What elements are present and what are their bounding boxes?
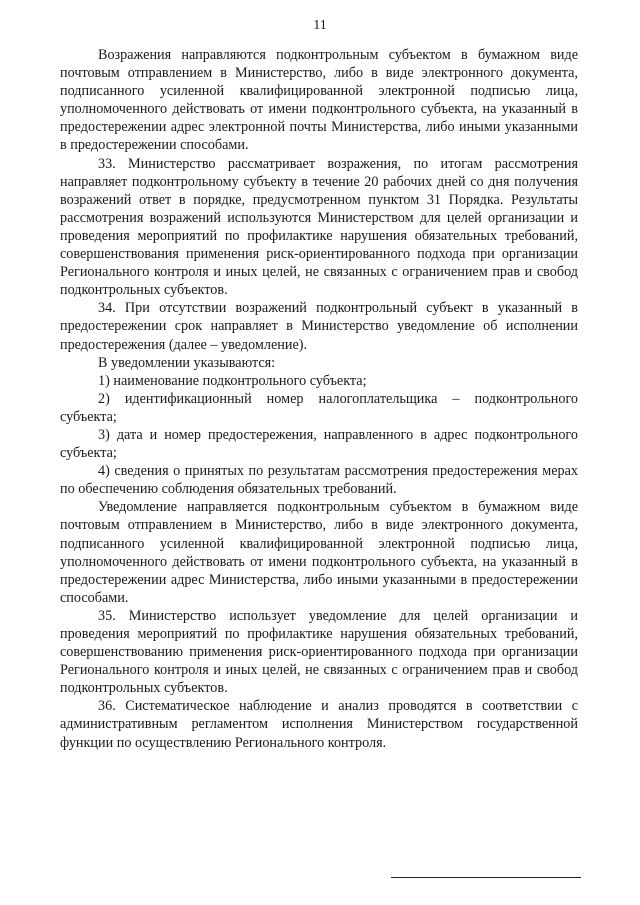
paragraph-36: 36. Систематическое наблюдение и анализ проводятся в соответствии с административным регламентом исполнения Министерством государственной функции по осуществлению Регионального контроля. [60,698,578,751]
list-item-3: 3) дата и номер предостережения, направленного в адрес подконтрольного субъекта; [60,426,578,462]
page-number: 11 [313,18,327,33]
list-item-4: 4) сведения о принятых по результатам рассмотрения предостережения мерах по обеспечению соблюдения обязательных требований. [60,463,578,498]
paragraph-notification-submission: Уведомление направляется подконтрольным субъектом в бумажном виде почтовым отправлением в Министерство, либо в виде электронного документа, подписанного усиленной квалифицированной электронной подписью лица, уполномоченного действовать от имени подконтрольного субъекта, на указанный в предостережении адрес Министерства, либо иными указанными в предостережении способами. [60,499,578,606]
list-item-2: 2) идентификационный номер налогоплательщика – подконтрольного субъекта; [60,390,578,425]
footer-rule [391,877,581,878]
paragraph-objections-submission: Возражения направляются подконтрольным субъектом в бумажном виде почтовым отправлением в Министерство, либо в виде электронного документа, подписанного усиленной квалифицированной электронной подписью лица, уполномоченного действовать от имени подконтрольного субъекта, на указанный в предостережении адрес электронной почты Министерства, либо иными указанными в предостережении способами. [60,47,578,154]
document-body [60,46,578,752]
paragraph-34: 34. При отсутствии возражений подконтрольный субъект в указанный в предостережении срок направляет в Министерство уведомление об исполнении предостережения (далее – уведомление). [60,300,578,353]
list-item-1: 1) наименование подконтрольного субъекта; [98,372,367,389]
paragraph-notification-contents: В уведомлении указываются: [98,354,276,371]
paragraph-35: 35. Министерство использует уведомление для целей организации и проведения мероприятий по профилактике нарушения обязательных требований, совершенствованию применения риск-ориентированного подхода при организации Регионального контроля и иных целей, не связанных с ограничением прав и свобод подконтрольных субъектов. [60,607,578,697]
paragraph-33: 33. Министерство рассматривает возражения, по итогам рассмотрения направляет подконтрольному субъекту в течение 20 рабочих дней со дня получения возражений ответ в порядке, предусмотренном пунктом 31 Порядка. Результаты рассмотрения возражений используются Министерством для целей организации и проведения мероприятий по профилактике нарушения обязательных требований, совершенствования применения риск-ориентированного подхода при организации Регионального контроля и иных целей, не связанных с ограничением прав и свобод подконтрольных субъектов. [60,155,578,299]
